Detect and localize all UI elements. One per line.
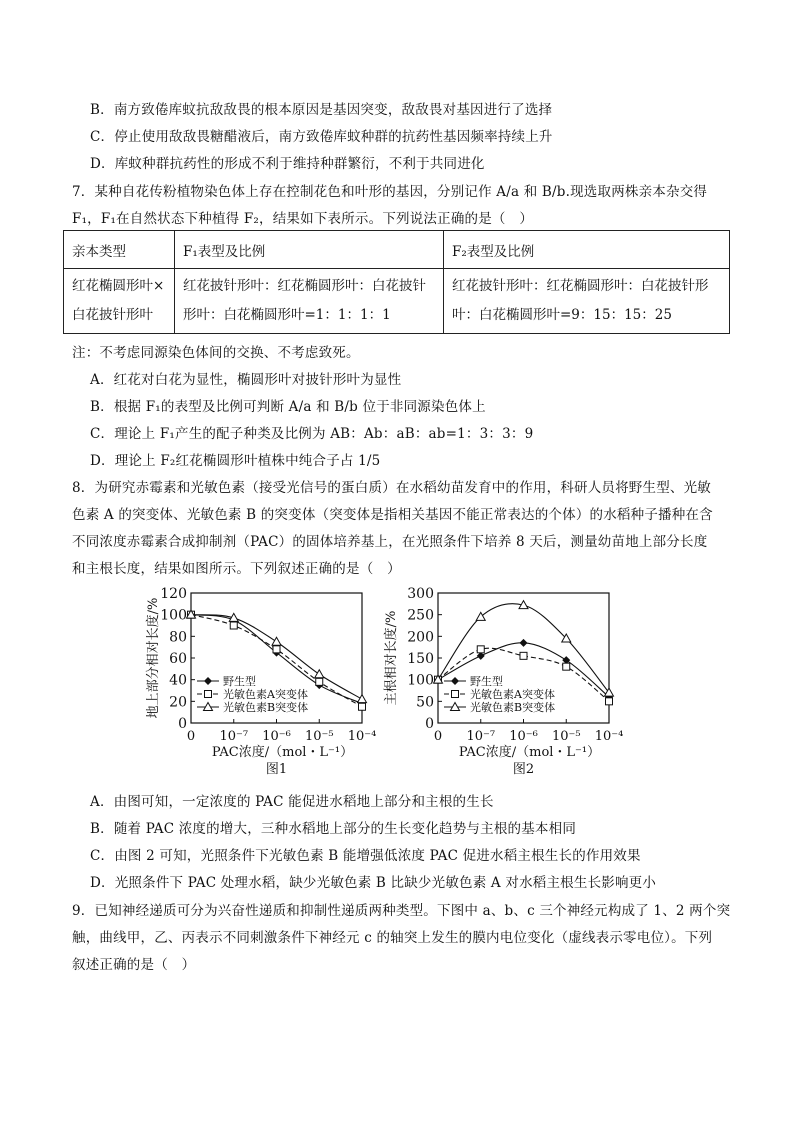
legend-marker bbox=[205, 691, 212, 698]
cell-f1 bbox=[175, 269, 444, 334]
legend-label: 野生型 bbox=[223, 675, 256, 688]
x-tick-label: 10⁻⁴ bbox=[594, 729, 624, 744]
y-tick-label: 120 bbox=[160, 586, 187, 602]
q9-stem-line2: 触，曲线甲，乙、丙表示不同刺激条件下神经元 c 的轴突上发生的膜内电位变化（虚线表示零电位）。下列 bbox=[72, 930, 713, 946]
q6-option-b: B．南方致倦库蚊抗敌敌畏的根本原因是基因突变，敌敌畏对基因进行了选择 bbox=[90, 102, 553, 118]
chart-figure-1 bbox=[145, 585, 375, 780]
header-f2: F₂表型及比例 bbox=[444, 231, 730, 269]
q8-option-d: D．光照条件下 PAC 处理水稻，缺少光敏色素 B 比缺少光敏色素 A 对水稻主根生长影响更小 bbox=[90, 875, 657, 891]
legend-label: 光敏色素A突变体 bbox=[223, 688, 308, 701]
q8-option-a: A．由图可知，一定浓度的 PAC 能促进水稻地上部分和主根的生长 bbox=[90, 794, 494, 810]
cell-f1-line2: 形叶：白花椭圆形叶=1：1：1：1 bbox=[183, 307, 391, 323]
q8-option-b: B．随着 PAC 浓度的增大，三种水稻地上部分的生长变化趋势与主根的基本相同 bbox=[90, 821, 577, 837]
x-axis-label: PAC浓度/（mol・L⁻¹） bbox=[211, 745, 354, 760]
header-parent: 亲本类型 bbox=[64, 231, 175, 269]
y-tick-label: 0 bbox=[178, 716, 187, 732]
table-row bbox=[64, 269, 730, 334]
cell-f2-line2: 叶：白花椭圆形叶=9：15：15：25 bbox=[452, 307, 672, 323]
y-tick-label: 100 bbox=[407, 672, 434, 689]
header-f1: F₁表型及比例 bbox=[175, 231, 444, 269]
data-point bbox=[273, 646, 280, 653]
chart-figure-2 bbox=[383, 585, 628, 780]
figure-title: 图1 bbox=[265, 762, 288, 777]
x-axis-label: PAC浓度/（mol・L⁻¹） bbox=[458, 745, 601, 760]
data-point bbox=[477, 646, 484, 653]
legend-label: 光敏色素A突变体 bbox=[470, 688, 555, 701]
q7-note: 注：不考虑同源染色体间的交换、不考虑致死。 bbox=[72, 345, 360, 361]
cell-parent-line2: 白花披针形叶 bbox=[72, 307, 153, 323]
data-point bbox=[563, 663, 570, 670]
legend-marker bbox=[204, 677, 212, 685]
q7-option-c: C．理论上 F₁产生的配子种类及比例为 AB：Ab：aB：ab=1：3：3：9 bbox=[90, 426, 534, 442]
y-tick-label: 0 bbox=[425, 716, 434, 732]
y-tick-label: 80 bbox=[169, 629, 187, 646]
y-tick-label: 50 bbox=[416, 694, 434, 711]
q7-stem-line2: F₁，F₁在自然状态下种植得 F₂，结果如下表所示。下列说法正确的是（ ） bbox=[72, 211, 534, 227]
data-point bbox=[520, 639, 528, 647]
cell-parent-line1: 红花椭圆形叶× bbox=[72, 278, 165, 294]
x-tick-label: 10⁻⁶ bbox=[509, 729, 538, 744]
y-tick-label: 40 bbox=[169, 672, 187, 689]
data-point bbox=[316, 678, 323, 685]
cell-parent bbox=[64, 269, 175, 334]
cell-f1-line1: 红花披针形叶：红花椭圆形叶：白花披针 bbox=[183, 278, 426, 294]
y-tick-label: 150 bbox=[407, 651, 434, 667]
data-point bbox=[359, 703, 366, 710]
data-point bbox=[476, 612, 485, 620]
figure-title: 图2 bbox=[512, 762, 535, 777]
x-tick-label: 10⁻⁵ bbox=[304, 729, 334, 744]
data-point bbox=[358, 695, 367, 703]
cell-f2-line1: 红花披针形叶：红花椭圆形叶：白花披针形 bbox=[452, 278, 709, 294]
legend-marker bbox=[451, 677, 459, 685]
legend-label: 野生型 bbox=[470, 675, 503, 688]
y-tick-label: 20 bbox=[169, 694, 187, 711]
data-point bbox=[230, 622, 237, 629]
q6-option-d: D．库蚊种群抗药性的形成不利于维持种群繁衍，不利于共同进化 bbox=[90, 156, 485, 172]
y-axis-label: 地上部分相对长度/% bbox=[146, 597, 161, 719]
series-line bbox=[191, 615, 362, 700]
data-point bbox=[315, 670, 324, 678]
y-tick-label: 300 bbox=[407, 586, 434, 602]
data-point bbox=[272, 637, 281, 645]
x-tick-label: 10⁻⁷ bbox=[219, 729, 249, 744]
data-point bbox=[520, 652, 527, 659]
data-point bbox=[606, 698, 613, 705]
legend-marker bbox=[452, 691, 459, 698]
y-tick-label: 60 bbox=[169, 651, 187, 667]
x-tick-label: 10⁻⁷ bbox=[466, 729, 496, 744]
table-header-row bbox=[64, 231, 730, 269]
genetics-table bbox=[63, 230, 730, 334]
y-tick-label: 100 bbox=[160, 607, 187, 624]
y-tick-label: 250 bbox=[407, 607, 434, 624]
x-tick-label: 0 bbox=[433, 729, 443, 744]
q9-stem-line1: 9．已知神经递质可分为兴奋性递质和抑制性递质两种类型。下图中 a、b、c 三个神经元构成了 1、2 两个突 bbox=[72, 903, 731, 919]
q7-option-d: D．理论上 F₂红花椭圆形叶植株中纯合子占 1/5 bbox=[90, 453, 381, 469]
q6-option-c: C．停止使用敌敌畏糖醋液后，南方致倦库蚊种群的抗药性基因频率持续上升 bbox=[90, 129, 553, 145]
x-tick-label: 10⁻⁶ bbox=[262, 729, 291, 744]
x-tick-label: 10⁻⁴ bbox=[347, 729, 377, 744]
q8-stem-line4: 和主根长度，结果如图所示。下列叙述正确的是（ ） bbox=[72, 561, 401, 577]
q9-stem-line3: 叙述正确的是（ ） bbox=[72, 957, 196, 973]
q8-stem-line1: 8．为研究赤霉素和光敏色素（接受光信号的蛋白质）在水稻幼苗发育中的作用，科研人员将野生型、光敏 bbox=[72, 480, 711, 496]
legend-label: 光敏色素B突变体 bbox=[223, 701, 309, 714]
q8-stem-line3: 不同浓度赤霉素合成抑制剂（PAC）的固体培养基上，在光照条件下培养 8 天后，测量幼苗地上部分长度 bbox=[72, 534, 708, 550]
q7-option-b: B．根据 F₁的表型及比例可判断 A/a 和 B/b 位于非同源染色体上 bbox=[90, 399, 486, 415]
q7-option-a: A．红花对白花为显性，椭圆形叶对披针形叶为显性 bbox=[90, 372, 402, 388]
q8-stem-line2: 色素 A 的突变体、光敏色素 B 的突变体（突变体是指相关基因不能正常表达的个体）的水稻种子播种在含 bbox=[72, 507, 713, 523]
x-tick-label: 0 bbox=[186, 729, 196, 744]
cell-f2 bbox=[444, 269, 730, 334]
y-tick-label: 200 bbox=[407, 629, 434, 646]
x-tick-label: 10⁻⁵ bbox=[551, 729, 581, 744]
q7-stem-line1: 7．某种自花传粉植物染色体上存在控制花色和叶形的基因，分别记作 A/a 和 B/b.现选取两株亲本杂交得 bbox=[72, 184, 708, 200]
y-axis-label: 主根相对长度/% bbox=[384, 610, 399, 706]
q8-option-c: C．由图 2 可知，光照条件下光敏色素 B 能增强低浓度 PAC 促进水稻主根生长的作用效果 bbox=[90, 848, 641, 864]
legend-label: 光敏色素B突变体 bbox=[470, 701, 556, 714]
